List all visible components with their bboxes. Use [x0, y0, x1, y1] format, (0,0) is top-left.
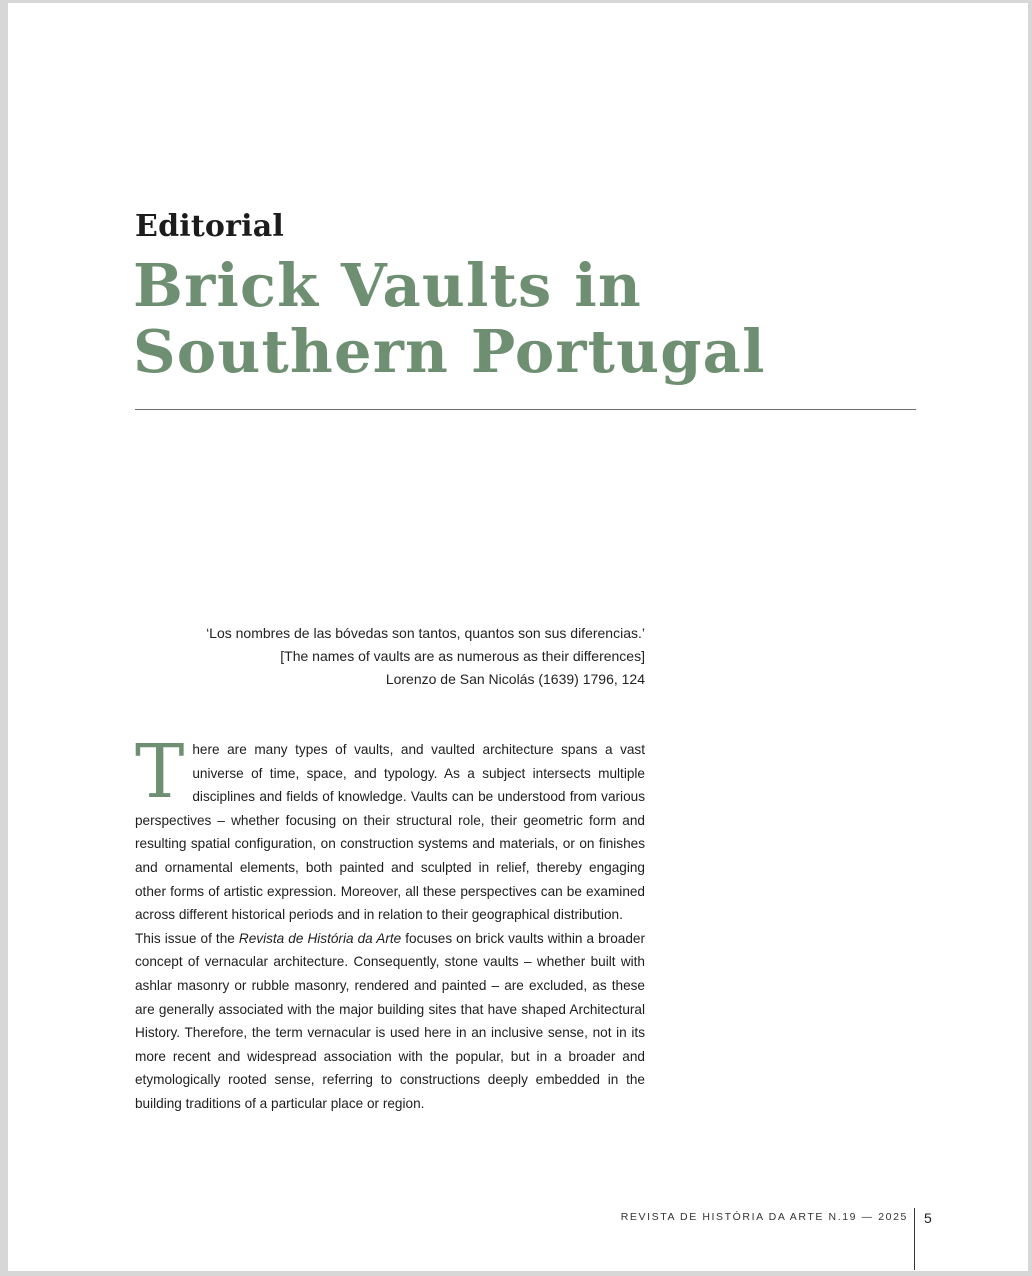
article-title-line-2: Southern Portugal [133, 317, 766, 386]
article-title-line-1: Brick Vaults in [133, 251, 642, 320]
running-footer: REVISTA DE HISTÓRIA DA ARTE N.19 — 2025 [620, 1211, 908, 1223]
title-divider [135, 409, 916, 410]
journal-name: Revista de História da Arte [238, 930, 402, 946]
paragraph-2 [135, 927, 645, 1116]
article-title [133, 253, 933, 385]
epigraph [135, 622, 645, 691]
footer-divider [914, 1208, 915, 1270]
paragraph-1-text: here are many types of vaults, and vaulted architecture spans a vast universe of time, space, and typology. As a subject intersects multiple disciplines and fields of knowledge. Vaults can be understood from various perspectives – whether focusing on their structural role, their geometric form and resulting spatial configuration, on construction systems and materials, or on finishes and ornamental elements, both painted and sculpted in relief, thereby engaging other forms of artistic expression. Moreover, all these perspectives can be examined across different historical periods and in relation to their geographical distribution. [135, 742, 645, 923]
epigraph-quote: ‘Los nombres de las bóvedas son tantos, quantos son sus diferencias.’ [206, 625, 645, 641]
page-number: 5 [924, 1210, 932, 1226]
article-body [135, 729, 645, 1116]
document-page [8, 3, 1028, 1271]
epigraph-translation: [The names of vaults are as numerous as their differences] [280, 648, 645, 664]
paragraph-2-text-start: This issue of the [135, 930, 239, 946]
drop-cap: T [135, 729, 185, 815]
section-kicker: Editorial [135, 209, 284, 244]
paragraph-2-text-end: focuses on brick vaults within a broader concept of vernacular architecture. Consequently, stone vaults – whether built with ashlar masonry or rubble masonry, rendered and painted – are excluded, as these are generally associated with the major building sites that have shaped Architectural History. Therefore, the term vernacular is used here in an inclusive sense, not in its more recent and widespread association with the popular, but in a broader and etymologically rooted sense, referring to constructions deeply embedded in the building traditions of a particular place or region. [135, 930, 645, 1111]
epigraph-attribution: Lorenzo de San Nicolás (1639) 1796, 124 [385, 671, 645, 687]
paragraph-1 [135, 729, 645, 927]
